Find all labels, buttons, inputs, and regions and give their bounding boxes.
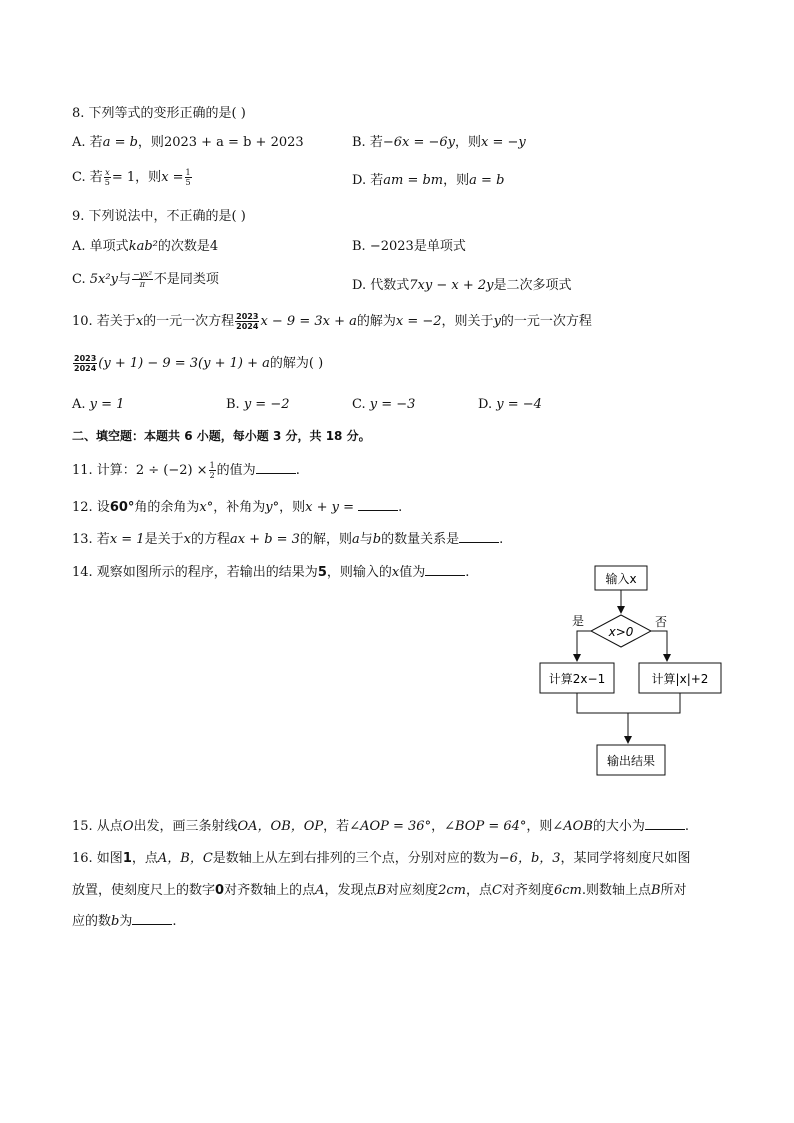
q9-option-d: D. 代数式7xy − x + 2y是二次多项式: [352, 278, 572, 293]
right-compute-box: [639, 663, 721, 693]
q9-option-a: A. 单项式kab²的次数是4: [72, 239, 219, 254]
svg-text:x>0: x>0: [608, 625, 634, 639]
answer-blank: [645, 817, 685, 830]
q13: 13. 若x = 1是关于x的方程ax + b = 3的解，则a与b的数量关系是 .: [72, 532, 504, 547]
q16-line-1: 16. 如图1，点A，B，C是数轴上从左到右排列的三个点，分别对应的数为−6，b，3，某同学将刻度尺如图: [72, 851, 691, 866]
q9-option-c: C. 5x²y与 $\frac{\text{−yx²}}{\pi}$ 不是同类项: [72, 270, 219, 289]
yes-label: 是: [571, 614, 585, 628]
answer-blank: [425, 563, 465, 576]
q8-option-c: C. 若 $\frac{x}{5}$ = 1，则x = $\frac{1}{5}$: [72, 168, 191, 187]
answer-blank: [459, 530, 499, 543]
svg-text:输出结果: 输出结果: [606, 754, 656, 768]
input-box: [595, 566, 647, 590]
left-compute-box: [540, 663, 614, 693]
q9-option-b: B. −2023是单项式: [352, 239, 466, 254]
q8-option-a: A. 若a = b，则2023 + a = b + 2023: [72, 135, 304, 150]
q10-option-b: B. y = −2: [226, 397, 290, 412]
q10-option-d: D. y = −4: [478, 397, 542, 412]
q10-option-c: C. y = −3: [352, 397, 416, 412]
q16-line-2: 放置，使刻度尺上的数字0对齐数轴上的点A，发现点B对应刻度2cm，点C对齐刻度6cm.则数轴上点B所对: [72, 883, 687, 898]
condition-diamond: [591, 615, 651, 647]
svg-text:计算2x−1: 计算2x−1: [548, 672, 606, 686]
no-label: 否: [654, 615, 668, 629]
output-box: [597, 745, 665, 775]
q10-line-1: 10. 若关于x的一元一次方程 $\frac{2023}{2024}$ x − 9 = 3x + a的解为x = −2，则关于y的一元一次方程: [72, 312, 592, 331]
q15: 15. 从点O出发，画三条射线OA，OB，OP，若∠AOP = 36°，∠BOP = 64°，则∠AOB的大小为 .: [72, 819, 690, 834]
q10-line-2: $\frac{2023}{2024}$ (y + 1) − 9 = 3(y + 1) + a的解为( ): [74, 354, 324, 373]
q14: 14. 观察如图所示的程序，若输出的结果为5，则输入的x值为 .: [72, 565, 470, 580]
q8-stem: 8. 下列等式的变形正确的是( ): [72, 106, 246, 121]
q11: 11. 计算：2 ÷ (−2) × $\frac{1}{2}$ 的值为 .: [72, 461, 300, 480]
answer-blank: [132, 912, 172, 925]
section-2-heading: 二、填空题：本题共 6 小题，每小题 3 分，共 18 分。: [72, 429, 371, 443]
answer-blank: [358, 498, 398, 511]
q16-line-3: 应的数b为 .: [72, 914, 177, 929]
program-flowchart: [535, 563, 735, 778]
q9-stem: 9. 下列说法中，不正确的是( ): [72, 209, 246, 224]
svg-text:计算|x|+2: 计算|x|+2: [651, 672, 709, 686]
q12: 12. 设60°角的余角为x°，补角为y°，则x + y = .: [72, 500, 403, 515]
q8-option-b: B. 若−6x = −6y，则x = −y: [352, 135, 526, 150]
q8-option-d: D. 若am = bm，则a = b: [352, 173, 505, 188]
svg-text:输入x: 输入x: [605, 572, 637, 586]
answer-blank: [256, 461, 296, 474]
q10-option-a: A. y = 1: [72, 397, 125, 412]
